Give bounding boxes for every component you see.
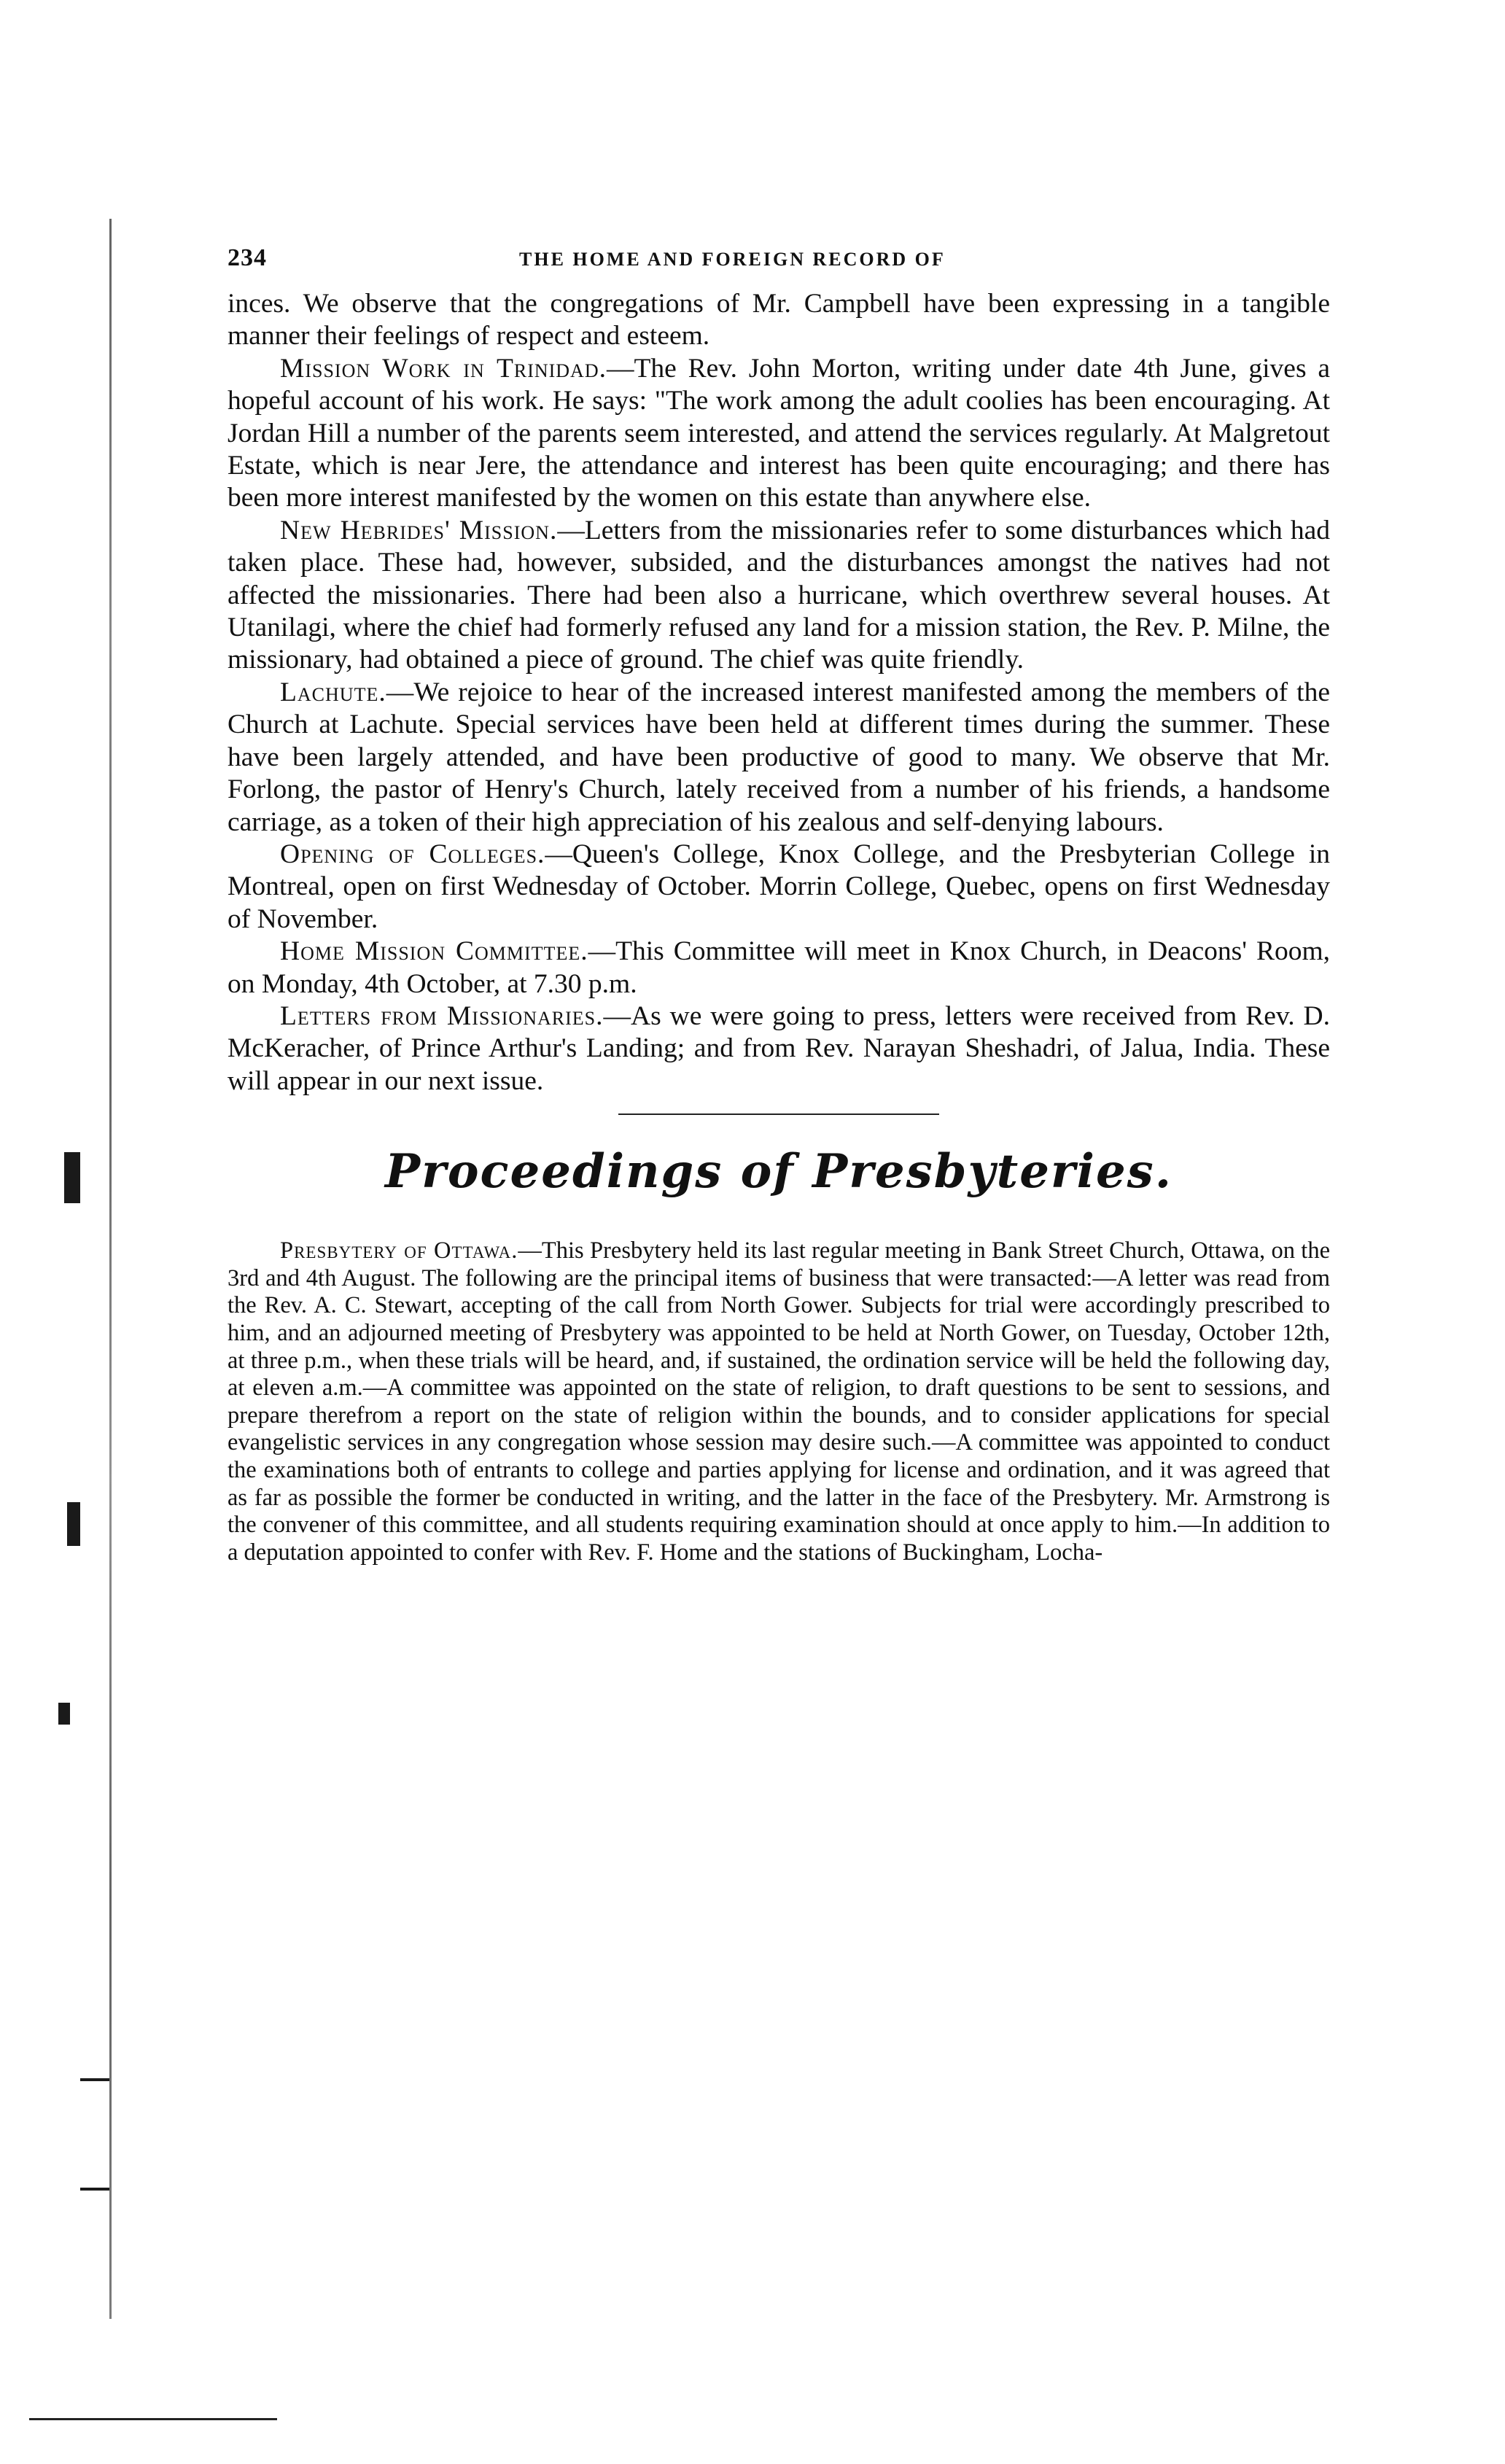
section-heading: Proceedings of Presbyteries. [385,1144,1172,1200]
binding-margin-line [109,219,112,2319]
paragraph-text: —The Rev. John Morton, writing under date 4th June, gives a hopeful account of his work. He says: "The work among the adult coolies has been encouraging. At Jordan Hill a number of the parents seem interested, and attend the services regularly. At Malgretout Estate, which is near Jere, the attendance and interest has been quite encouraging; and there has been more interest manifested by the women on this estate than anywhere else. [228,353,1330,513]
paragraph-label: Mission Work in Trinidad. [280,353,607,384]
paragraph-text: —Queen's College, Knox College, and the Presbyterian College in Montreal, open on first Wednesday of October. Morrin College, Quebec, opens on first Wednesday of November. [228,839,1330,934]
paragraph [228,1237,1330,1566]
running-title: THE HOME AND FOREIGN RECORD OF [519,249,946,270]
page-number: 234 [228,244,267,271]
margin-mark [67,1502,80,1546]
paragraph [228,677,1330,839]
paragraph-text: —This Presbytery held its last regular meeting in Bank Street Church, Ottawa, on the 3rd and 4th August. The following are the principal items of business that were transacted:—A letter was read from the Rev. A. C. Stewart, accepting of the call from North Gower. Subjects for trial were accordingly prescribed to him, and an adjourned meeting of Presbytery was appointed to be held at North Gower, on Tuesday, October 12th, at three p.m., when these trials will be heard, and, if sustained, the ordination service will be held the following day, at eleven a.m.—A committee was appointed on the state of religion, to draft questions to be sent to sessions, and prepare therefrom a report on the state of religion within the bounds, and to consider applications for special evangelistic services in any congregation whose session may desire such.—A committee was appointed to conduct the examinations both of entrants to college and parties applying for license and ordination, and it was agreed that as far as possible the former be conducted in writing, and the latter in the face of the Presbytery. Mr. Armstrong is the convener of this committee, and all students requiring examination should at once apply to him.—In addition to a deputation appointed to confer with Rev. F. Home and the stations of Buckingham, Locha- [228,1237,1331,1566]
paragraph [228,1000,1330,1097]
paragraph-text: —Letters from the missionaries refer to some disturbances which had taken place. These had, however, subsided, and the disturbances amongst the natives had not affected the missionaries. There had been also a hurricane, which overthrew several houses. At Utanilagi, where the chief had formerly refused any land for a mission station, the Rev. P. Milne, the missionary, had obtained a piece of ground. The chief was quite friendly. [228,515,1330,675]
paragraph-text: —As we were going to press, letters were received from Rev. D. McKeracher, of Prince Arthur's Landing; and from Rev. Narayan Sheshadri, of Jalua, India. These will appear in our next issue. [228,1000,1330,1096]
section-divider [618,1114,939,1115]
paragraph-label: Home Mission Committee. [280,936,588,967]
paragraph-label: Opening of Colleges. [280,839,545,869]
paragraph-label: Letters from Missionaries. [280,1000,604,1031]
paragraph [228,515,1330,677]
margin-mark [80,2188,109,2191]
margin-mark [58,1703,70,1725]
paragraph [228,936,1330,1000]
paragraph [228,839,1330,936]
paragraph-text: inces. We observe that the congregations of Mr. Campbell have been expressing in a tangible manner their feelings of respect and esteem. [228,289,1330,351]
paragraph-text: —This Committee will meet in Knox Church, in Deacons' Room, on Monday, 4th October, at 7.30 p.m. [228,936,1331,999]
scan-edge-line [29,2418,277,2420]
paragraph-text: —We rejoice to hear of the increased interest manifested among the members of the Church at Lachute. Special services have been held at different times during the summer. These have been largely attended, and have been productive of good to many. We observe that Mr. Forlong, the pastor of Henry's Church, lately received from a number of his friends, a handsome carriage, as a token of their high appreciation of his zealous and self-denying labours. [228,677,1330,837]
margin-mark [64,1152,80,1203]
paragraph-label: Lachute. [280,677,386,707]
page-content [228,244,1330,1566]
paragraph [228,353,1330,515]
paragraph-label: New Hebrides' Mission. [280,515,558,545]
paragraph [228,288,1330,353]
paragraph-label: Presbytery of Ottawa. [280,1237,518,1264]
margin-mark [80,2078,109,2081]
running-head [228,244,1330,288]
